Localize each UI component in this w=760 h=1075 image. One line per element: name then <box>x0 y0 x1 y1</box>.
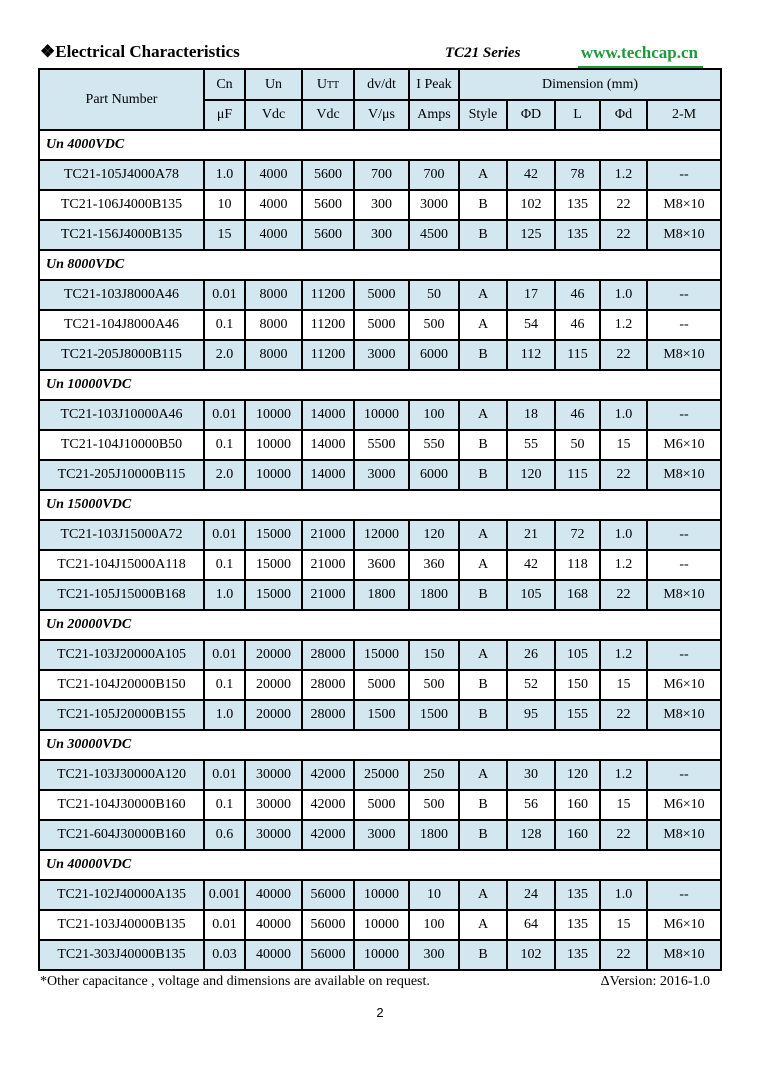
rated-voltage-cell: 20000 <box>245 700 302 730</box>
table-row <box>39 220 721 250</box>
rated-voltage-cell: 20000 <box>245 640 302 670</box>
rated-voltage-cell: 4000 <box>245 160 302 190</box>
voltage-group-label: Un 20000VDC <box>39 610 721 640</box>
table-row <box>39 550 721 580</box>
footnote: *Other capacitance , voltage and dimensions are available on request. <box>40 974 430 989</box>
dvdt-cell: 5000 <box>354 790 409 820</box>
capacitance-cell: 1.0 <box>204 700 245 730</box>
capacitance-cell: 2.0 <box>204 460 245 490</box>
length-cell: 135 <box>555 940 600 970</box>
peak-current-cell: 100 <box>409 400 459 430</box>
thread-cell: -- <box>647 760 721 790</box>
capacitance-cell: 0.1 <box>204 310 245 340</box>
diameter-cell: 102 <box>507 190 555 220</box>
lead-diameter-cell: 15 <box>600 790 647 820</box>
peak-current-cell: 360 <box>409 550 459 580</box>
lead-diameter-cell: 22 <box>600 190 647 220</box>
peak-current-cell: 150 <box>409 640 459 670</box>
style-cell: B <box>459 580 507 610</box>
test-voltage-cell: 5600 <box>302 190 354 220</box>
test-voltage-cell: 42000 <box>302 760 354 790</box>
lead-diameter-cell: 1.2 <box>600 550 647 580</box>
capacitance-cell: 0.01 <box>204 910 245 940</box>
peak-current-cell: 50 <box>409 280 459 310</box>
rated-voltage-cell: 8000 <box>245 310 302 340</box>
voltage-group-row <box>39 130 721 160</box>
lead-diameter-cell: 15 <box>600 430 647 460</box>
style-cell: A <box>459 640 507 670</box>
lead-diameter-cell: 1.0 <box>600 520 647 550</box>
length-cell: 115 <box>555 340 600 370</box>
dvdt-cell: 300 <box>354 220 409 250</box>
dvdt-cell: 12000 <box>354 520 409 550</box>
dvdt-cell: 3000 <box>354 820 409 850</box>
un-unit: Vdc <box>245 100 302 130</box>
thread-cell: -- <box>647 640 721 670</box>
thread-cell: -- <box>647 310 721 340</box>
part-number-cell: TC21-104J20000B150 <box>39 670 204 700</box>
series-label: TC21 Series <box>445 45 521 61</box>
table-row <box>39 760 721 790</box>
part-number-cell: TC21-104J30000B160 <box>39 790 204 820</box>
voltage-group-label: Un 15000VDC <box>39 490 721 520</box>
capacitance-cell: 0.1 <box>204 550 245 580</box>
style-cell: A <box>459 310 507 340</box>
capacitance-cell: 0.01 <box>204 640 245 670</box>
table-row <box>39 310 721 340</box>
capacitance-cell: 0.01 <box>204 760 245 790</box>
rated-voltage-cell: 20000 <box>245 670 302 700</box>
style-cell: A <box>459 910 507 940</box>
thread-cell: -- <box>647 160 721 190</box>
length-cell: 150 <box>555 670 600 700</box>
table-row <box>39 640 721 670</box>
dvdt-cell: 15000 <box>354 640 409 670</box>
style-cell: B <box>459 340 507 370</box>
dvdt-cell: 3000 <box>354 340 409 370</box>
diameter-cell: 125 <box>507 220 555 250</box>
dvdt-header: dv/dt <box>354 69 409 100</box>
lead-diameter-cell: 1.0 <box>600 400 647 430</box>
voltage-group-label: Un 10000VDC <box>39 370 721 400</box>
lead-diameter-cell: 22 <box>600 700 647 730</box>
rated-voltage-cell: 40000 <box>245 880 302 910</box>
voltage-group-row <box>39 610 721 640</box>
dvdt-unit: V/μs <box>354 100 409 130</box>
part-number-cell: TC21-103J10000A46 <box>39 400 204 430</box>
test-voltage-cell: 42000 <box>302 790 354 820</box>
table-row <box>39 940 721 970</box>
thread-cell: M8×10 <box>647 220 721 250</box>
voltage-group-row <box>39 370 721 400</box>
part-number-cell: TC21-104J8000A46 <box>39 310 204 340</box>
voltage-group-row <box>39 730 721 760</box>
part-number-cell: TC21-104J15000A118 <box>39 550 204 580</box>
part-number-cell: TC21-205J10000B115 <box>39 460 204 490</box>
dvdt-cell: 10000 <box>354 880 409 910</box>
diameter-cell: 55 <box>507 430 555 460</box>
length-cell: 46 <box>555 400 600 430</box>
thread-unit: 2-M <box>647 100 721 130</box>
lead-diameter-cell: 15 <box>600 910 647 940</box>
peak-current-cell: 300 <box>409 940 459 970</box>
part-number-cell: TC21-103J8000A46 <box>39 280 204 310</box>
table-row <box>39 700 721 730</box>
part-number-cell: TC21-103J20000A105 <box>39 640 204 670</box>
lead-diameter-cell: 1.0 <box>600 880 647 910</box>
test-voltage-cell: 21000 <box>302 580 354 610</box>
part-number-cell: TC21-205J8000B115 <box>39 340 204 370</box>
lead-diameter-unit: Φd <box>600 100 647 130</box>
style-cell: B <box>459 430 507 460</box>
part-number-cell: TC21-105J4000A78 <box>39 160 204 190</box>
rated-voltage-cell: 10000 <box>245 460 302 490</box>
version-label: ΔVersion: 2016-1.0 <box>600 974 710 989</box>
dimension-header: Dimension (mm) <box>459 69 721 100</box>
diameter-cell: 24 <box>507 880 555 910</box>
diameter-cell: 120 <box>507 460 555 490</box>
table-row <box>39 880 721 910</box>
thread-cell: -- <box>647 280 721 310</box>
dvdt-cell: 10000 <box>354 910 409 940</box>
part-number-cell: TC21-106J4000B135 <box>39 190 204 220</box>
voltage-group-row <box>39 250 721 280</box>
part-number-cell: TC21-105J15000B168 <box>39 580 204 610</box>
diameter-cell: 105 <box>507 580 555 610</box>
thread-cell: M8×10 <box>647 940 721 970</box>
dvdt-cell: 300 <box>354 190 409 220</box>
style-cell: A <box>459 160 507 190</box>
length-cell: 118 <box>555 550 600 580</box>
peak-current-cell: 120 <box>409 520 459 550</box>
thread-cell: -- <box>647 880 721 910</box>
diameter-cell: 95 <box>507 700 555 730</box>
length-cell: 115 <box>555 460 600 490</box>
length-cell: 50 <box>555 430 600 460</box>
part-number-cell: TC21-105J20000B155 <box>39 700 204 730</box>
utt-header <box>302 69 354 100</box>
test-voltage-cell: 11200 <box>302 280 354 310</box>
rated-voltage-cell: 40000 <box>245 940 302 970</box>
style-cell: B <box>459 700 507 730</box>
dvdt-cell: 5000 <box>354 670 409 700</box>
thread-cell: -- <box>647 550 721 580</box>
website-link[interactable]: www.techcap.cn <box>580 43 698 62</box>
lead-diameter-cell: 22 <box>600 340 647 370</box>
dvdt-cell: 5000 <box>354 280 409 310</box>
style-cell: A <box>459 550 507 580</box>
table-row <box>39 400 721 430</box>
length-cell: 78 <box>555 160 600 190</box>
length-cell: 46 <box>555 280 600 310</box>
test-voltage-cell: 28000 <box>302 640 354 670</box>
part-number-cell: TC21-604J30000B160 <box>39 820 204 850</box>
diameter-cell: 42 <box>507 550 555 580</box>
style-cell: A <box>459 400 507 430</box>
table-row <box>39 790 721 820</box>
length-cell: 72 <box>555 520 600 550</box>
voltage-group-row <box>39 490 721 520</box>
rated-voltage-cell: 10000 <box>245 400 302 430</box>
capacitance-cell: 1.0 <box>204 580 245 610</box>
diameter-cell: 42 <box>507 160 555 190</box>
style-cell: B <box>459 670 507 700</box>
test-voltage-cell: 11200 <box>302 340 354 370</box>
test-voltage-cell: 11200 <box>302 310 354 340</box>
rated-voltage-cell: 4000 <box>245 220 302 250</box>
thread-cell: M8×10 <box>647 700 721 730</box>
utt-unit: Vdc <box>302 100 354 130</box>
peak-current-cell: 3000 <box>409 190 459 220</box>
page-number: 2 <box>376 1005 384 1020</box>
dvdt-cell: 3600 <box>354 550 409 580</box>
diameter-cell: 17 <box>507 280 555 310</box>
rated-voltage-cell: 8000 <box>245 280 302 310</box>
part-number-cell: TC21-156J4000B135 <box>39 220 204 250</box>
rated-voltage-cell: 10000 <box>245 430 302 460</box>
peak-current-cell: 500 <box>409 670 459 700</box>
dvdt-cell: 700 <box>354 160 409 190</box>
style-cell: A <box>459 520 507 550</box>
table-row <box>39 580 721 610</box>
capacitance-cell: 0.01 <box>204 520 245 550</box>
thread-cell: M8×10 <box>647 580 721 610</box>
diameter-cell: 26 <box>507 640 555 670</box>
style-cell: B <box>459 220 507 250</box>
thread-cell: M8×10 <box>647 340 721 370</box>
table-row <box>39 460 721 490</box>
test-voltage-cell: 56000 <box>302 880 354 910</box>
style-unit: Style <box>459 100 507 130</box>
ipeak-header: I Peak <box>409 69 459 100</box>
peak-current-cell: 1800 <box>409 580 459 610</box>
voltage-group-row <box>39 850 721 880</box>
thread-cell: M6×10 <box>647 790 721 820</box>
lead-diameter-cell: 15 <box>600 670 647 700</box>
style-cell: B <box>459 820 507 850</box>
test-voltage-cell: 42000 <box>302 820 354 850</box>
length-cell: 135 <box>555 190 600 220</box>
capacitance-cell: 0.03 <box>204 940 245 970</box>
peak-current-cell: 250 <box>409 760 459 790</box>
peak-current-cell: 1800 <box>409 820 459 850</box>
diameter-cell: 102 <box>507 940 555 970</box>
peak-current-cell: 500 <box>409 790 459 820</box>
test-voltage-cell: 28000 <box>302 700 354 730</box>
table-row <box>39 430 721 460</box>
length-cell: 120 <box>555 760 600 790</box>
diameter-cell: 54 <box>507 310 555 340</box>
test-voltage-cell: 5600 <box>302 220 354 250</box>
diameter-cell: 56 <box>507 790 555 820</box>
style-cell: B <box>459 790 507 820</box>
table-row <box>39 520 721 550</box>
thread-cell: M6×10 <box>647 430 721 460</box>
part-number-cell: TC21-303J40000B135 <box>39 940 204 970</box>
table-row <box>39 190 721 220</box>
lead-diameter-cell: 22 <box>600 580 647 610</box>
rated-voltage-cell: 30000 <box>245 760 302 790</box>
capacitance-cell: 0.1 <box>204 430 245 460</box>
style-cell: A <box>459 280 507 310</box>
capacitance-cell: 0.1 <box>204 790 245 820</box>
un-header: Un <box>245 69 302 100</box>
length-cell: 135 <box>555 220 600 250</box>
rated-voltage-cell: 15000 <box>245 520 302 550</box>
style-cell: A <box>459 880 507 910</box>
cn-unit: μF <box>204 100 245 130</box>
length-cell: 155 <box>555 700 600 730</box>
rated-voltage-cell: 4000 <box>245 190 302 220</box>
peak-current-cell: 100 <box>409 910 459 940</box>
test-voltage-cell: 14000 <box>302 460 354 490</box>
thread-cell: M8×10 <box>647 820 721 850</box>
test-voltage-cell: 14000 <box>302 430 354 460</box>
part-number-cell: TC21-103J30000A120 <box>39 760 204 790</box>
length-cell: 135 <box>555 910 600 940</box>
capacitance-cell: 2.0 <box>204 340 245 370</box>
diameter-unit: ΦD <box>507 100 555 130</box>
table-row <box>39 670 721 700</box>
section-title: ❖Electrical Characteristics <box>40 42 240 61</box>
rated-voltage-cell: 30000 <box>245 790 302 820</box>
voltage-group-label: Un 4000VDC <box>39 130 721 160</box>
test-voltage-cell: 21000 <box>302 550 354 580</box>
dvdt-cell: 1500 <box>354 700 409 730</box>
diameter-cell: 64 <box>507 910 555 940</box>
table-row <box>39 910 721 940</box>
page-header <box>40 40 720 70</box>
capacitance-cell: 1.0 <box>204 160 245 190</box>
style-cell: B <box>459 190 507 220</box>
peak-current-cell: 6000 <box>409 460 459 490</box>
lead-diameter-cell: 1.2 <box>600 160 647 190</box>
lead-diameter-cell: 22 <box>600 820 647 850</box>
style-cell: B <box>459 940 507 970</box>
voltage-group-label: Un 40000VDC <box>39 850 721 880</box>
length-cell: 135 <box>555 880 600 910</box>
diameter-cell: 52 <box>507 670 555 700</box>
lead-diameter-cell: 1.2 <box>600 640 647 670</box>
part-number-cell: TC21-103J15000A72 <box>39 520 204 550</box>
dvdt-cell: 1800 <box>354 580 409 610</box>
voltage-group-label: Un 30000VDC <box>39 730 721 760</box>
diameter-cell: 128 <box>507 820 555 850</box>
length-unit: L <box>555 100 600 130</box>
peak-current-cell: 6000 <box>409 340 459 370</box>
test-voltage-cell: 28000 <box>302 670 354 700</box>
lead-diameter-cell: 1.2 <box>600 310 647 340</box>
capacitance-cell: 0.01 <box>204 400 245 430</box>
peak-current-cell: 700 <box>409 160 459 190</box>
thread-cell: M6×10 <box>647 670 721 700</box>
lead-diameter-cell: 1.2 <box>600 760 647 790</box>
lead-diameter-cell: 22 <box>600 460 647 490</box>
table-body <box>39 130 721 970</box>
peak-current-cell: 550 <box>409 430 459 460</box>
capacitance-cell: 0.001 <box>204 880 245 910</box>
header-row-labels <box>39 69 721 100</box>
peak-current-cell: 4500 <box>409 220 459 250</box>
rated-voltage-cell: 30000 <box>245 820 302 850</box>
voltage-group-label: Un 8000VDC <box>39 250 721 280</box>
style-cell: A <box>459 760 507 790</box>
thread-cell: M6×10 <box>647 910 721 940</box>
lead-diameter-cell: 22 <box>600 940 647 970</box>
peak-current-cell: 500 <box>409 310 459 340</box>
length-cell: 105 <box>555 640 600 670</box>
table-row <box>39 340 721 370</box>
ipeak-unit: Amps <box>409 100 459 130</box>
test-voltage-cell: 56000 <box>302 910 354 940</box>
dvdt-cell: 10000 <box>354 940 409 970</box>
thread-cell: M8×10 <box>647 460 721 490</box>
dvdt-cell: 3000 <box>354 460 409 490</box>
thread-cell: -- <box>647 520 721 550</box>
length-cell: 46 <box>555 310 600 340</box>
electrical-characteristics-table <box>38 68 722 971</box>
capacitance-cell: 0.01 <box>204 280 245 310</box>
part-number-cell: TC21-102J40000A135 <box>39 880 204 910</box>
dvdt-cell: 5000 <box>354 310 409 340</box>
table-row <box>39 280 721 310</box>
utt-header-text: UTT <box>316 76 340 92</box>
part-number-cell: TC21-103J40000B135 <box>39 910 204 940</box>
lead-diameter-cell: 22 <box>600 220 647 250</box>
cn-header: Cn <box>204 69 245 100</box>
test-voltage-cell: 21000 <box>302 520 354 550</box>
style-cell: B <box>459 460 507 490</box>
test-voltage-cell: 14000 <box>302 400 354 430</box>
diameter-cell: 21 <box>507 520 555 550</box>
length-cell: 160 <box>555 820 600 850</box>
diameter-cell: 18 <box>507 400 555 430</box>
capacitance-cell: 0.1 <box>204 670 245 700</box>
peak-current-cell: 10 <box>409 880 459 910</box>
thread-cell: M8×10 <box>647 190 721 220</box>
lead-diameter-cell: 1.0 <box>600 280 647 310</box>
part-number-header: Part Number <box>39 69 204 130</box>
dvdt-cell: 5500 <box>354 430 409 460</box>
rated-voltage-cell: 15000 <box>245 550 302 580</box>
dvdt-cell: 10000 <box>354 400 409 430</box>
length-cell: 168 <box>555 580 600 610</box>
capacitance-cell: 15 <box>204 220 245 250</box>
thread-cell: -- <box>647 400 721 430</box>
capacitance-cell: 10 <box>204 190 245 220</box>
rated-voltage-cell: 15000 <box>245 580 302 610</box>
peak-current-cell: 1500 <box>409 700 459 730</box>
capacitance-cell: 0.6 <box>204 820 245 850</box>
table-row <box>39 160 721 190</box>
rated-voltage-cell: 8000 <box>245 340 302 370</box>
length-cell: 160 <box>555 790 600 820</box>
table-row <box>39 820 721 850</box>
test-voltage-cell: 5600 <box>302 160 354 190</box>
dvdt-cell: 25000 <box>354 760 409 790</box>
part-number-cell: TC21-104J10000B50 <box>39 430 204 460</box>
rated-voltage-cell: 40000 <box>245 910 302 940</box>
diameter-cell: 30 <box>507 760 555 790</box>
test-voltage-cell: 56000 <box>302 940 354 970</box>
diameter-cell: 112 <box>507 340 555 370</box>
